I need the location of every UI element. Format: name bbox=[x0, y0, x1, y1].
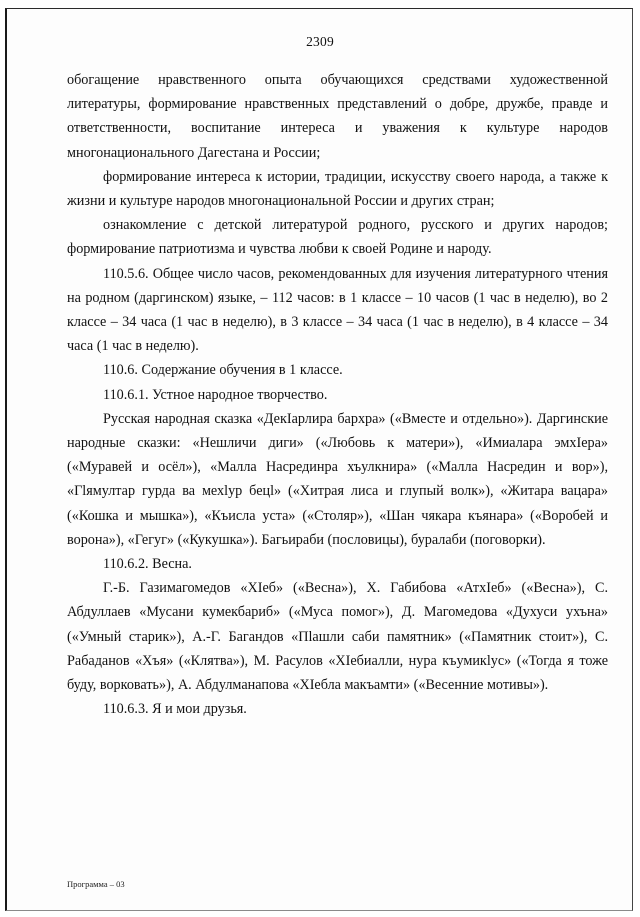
spring-works-paragraph: Г.-Б. Газимагомедов «ХІеб» («Весна»), Х. Габибова «АтхІеб» («Весна»), С. Абдуллаев «Мусани кумекбариб» («Муса помог»), Д. Магомедова «Духуси ухъна» («Умный старик»), А.-Г. Багандов «Пlашли саби памятник» («Памятник стоит»), С. Рабаданов «Хъя» («Клятва»), М. Расулов «ХІебиалли, нура къумикlус» («Тогда я тоже буду, ворковать»), А. Абдулманапова «ХІебла макъамти» («Весенние мотивы»). bbox=[67, 580, 608, 694]
goal-paragraph-interest: формирование интереса к истории, традиции, искусству своего народа, а также к жизни и культуре народов многонациональной России и других стран; bbox=[67, 168, 608, 210]
section-110-6-1-heading: 110.6.1. Устное народное творчество. bbox=[103, 386, 328, 403]
section-110-5-6-hours: 110.5.6. Общее число часов, рекомендованных для изучения литературного чтения на родном (даргинском) языке, – 112 часов: в 1 классе – 10 часов (1 час в неделю), во 2 классе – 34 часа (1 час в неделю), в 3 классе – 34 часа (1 час в неделю), в 4 классе – 34 часа (1 час в неделю). bbox=[67, 265, 608, 355]
folk-tales-paragraph: Русская народная сказка «ДекІарлира бархра» («Вместе и отдельно»). Даргинские народные сказки: «Нешличи диги» («Любовь к матери»), «Имиалара эмхІера» («Муравей и осёл»), «Малла Насрединра хъулкнира» («Малла Насредин и вор»), «Гlямултар гурда ва мехlур бецl» («Хитрая лиса и глупый волк»), «Житара вацара» («Кошка и мышка»), «Къисла уста» («Столяр»), «Шан чякара къянара» («Воробей и ворона»), «Гегуг» («Кукушка»). Багьираби (пословицы), буралаби (поговорки). bbox=[67, 410, 608, 548]
section-110-6-2-heading: 110.6.2. Весна. bbox=[103, 556, 192, 573]
page-body bbox=[67, 68, 608, 721]
goal-paragraph-moral: обогащение нравственного опыта обучающихся средствами художественной литературы, формирование нравственных представлений о добре, дружбе, правде и ответственности, воспитание интереса и уважения к культуре народов многонационального Дагестана и России; bbox=[67, 72, 608, 161]
section-110-6-heading: 110.6. Содержание обучения в 1 классе. bbox=[103, 362, 343, 379]
page-number: 2309 bbox=[306, 34, 334, 49]
goal-paragraph-literature: ознакомление с детской литературой родного, русского и других народов; формирование патриотизма и чувства любви к своей Родине и народу. bbox=[67, 217, 608, 258]
section-110-6-3-heading: 110.6.3. Я и мои друзья. bbox=[103, 701, 247, 718]
footer-label: Программа – 03 bbox=[67, 879, 125, 889]
